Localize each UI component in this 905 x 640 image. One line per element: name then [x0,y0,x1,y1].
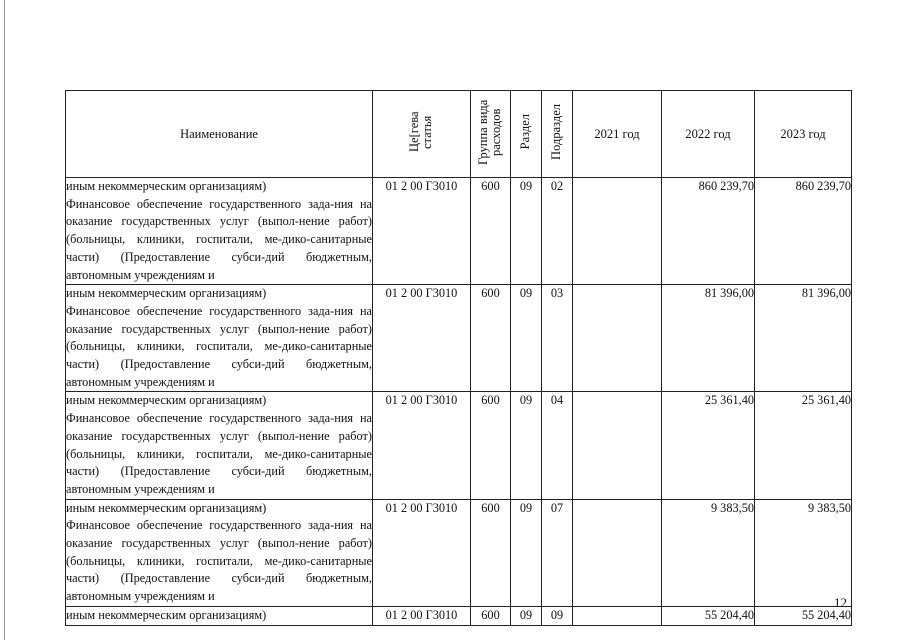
header-year-2022: 2022 год [662,91,755,178]
header-name: Наименование [66,91,373,178]
header-section: Раздел [511,91,542,178]
row-subsection: 03 [542,285,573,392]
row-section: 09 [511,392,542,499]
table-row [66,392,852,499]
header-year-2023: 2023 год [755,91,852,178]
row-amount-2022: 81 396,00 [662,285,755,392]
table-row [66,285,852,392]
row-target-article: 01 2 00 Г3010 [373,606,471,625]
row-name: иным некоммерческим организациям) Финансовое обеспечение государственного зада-ния на оказание государственных услуг (выпол-нение работ) (больницы, клиники, госпитали, ме-дико-санитарные части) (Предоставление субси-дий бюджетным, автономным учреждениям и [66,392,373,499]
table-row [66,178,852,285]
row-amount-2023: 860 239,70 [755,178,852,285]
row-name: иным некоммерческим организациям) Финансовое обеспечение государственного зада-ния на оказание государственных услуг (выпол-нение работ) (больницы, клиники, госпитали, ме-дико-санитарные части) (Предоставление субси-дий бюджетным, автономным учреждениям и [66,499,373,606]
header-subsection: Подраздел [542,91,573,178]
row-subsection: 02 [542,178,573,285]
row-section: 09 [511,499,542,606]
row-amount-2021 [573,178,662,285]
row-amount-2023: 25 361,40 [755,392,852,499]
row-amount-2021 [573,392,662,499]
row-target-article: 01 2 00 Г3010 [373,178,471,285]
row-amount-2022: 55 204,40 [662,606,755,625]
row-section: 09 [511,178,542,285]
row-expense-group: 600 [471,606,511,625]
row-amount-2023: 55 204,40 [755,606,852,625]
header-year-2021: 2021 год [573,91,662,178]
row-subsection: 09 [542,606,573,625]
header-target-article: Це[гева статья [373,91,471,178]
row-amount-2021 [573,499,662,606]
row-expense-group: 600 [471,499,511,606]
row-expense-group: 600 [471,178,511,285]
row-expense-group: 600 [471,285,511,392]
table-header-row [66,91,852,178]
table-row [66,606,852,625]
row-subsection: 04 [542,392,573,499]
row-name: иным некоммерческим организациям) Финансовое обеспечение государственного зада-ния на оказание государственных услуг (выпол-нение работ) (больницы, клиники, госпитали, ме-дико-санитарные части) (Предоставление субси-дий бюджетным, автономным учреждениям и [66,285,373,392]
row-amount-2021 [573,285,662,392]
row-amount-2023: 9 383,50 [755,499,852,606]
header-expense-group: Группа вида расходов [471,91,511,178]
row-section: 09 [511,285,542,392]
row-section: 09 [511,606,542,625]
row-target-article: 01 2 00 Г3010 [373,285,471,392]
row-name: иным некоммерческим организациям) [66,606,373,625]
budget-table [65,90,852,626]
row-expense-group: 600 [471,392,511,499]
row-target-article: 01 2 00 Г3010 [373,499,471,606]
row-name: иным некоммерческим организациям) Финансовое обеспечение государственного зада-ния на оказание государственных услуг (выпол-нение работ) (больницы, клиники, госпитали, ме-дико-санитарные части) (Предоставление субси-дий бюджетным, автономным учреждениям и [66,178,373,285]
table-row [66,499,852,606]
row-subsection: 07 [542,499,573,606]
page-number: 12 [834,595,847,610]
row-target-article: 01 2 00 Г3010 [373,392,471,499]
page-edge-line [4,0,5,640]
row-amount-2021 [573,606,662,625]
row-amount-2023: 81 396,00 [755,285,852,392]
row-amount-2022: 860 239,70 [662,178,755,285]
row-amount-2022: 25 361,40 [662,392,755,499]
row-amount-2022: 9 383,50 [662,499,755,606]
